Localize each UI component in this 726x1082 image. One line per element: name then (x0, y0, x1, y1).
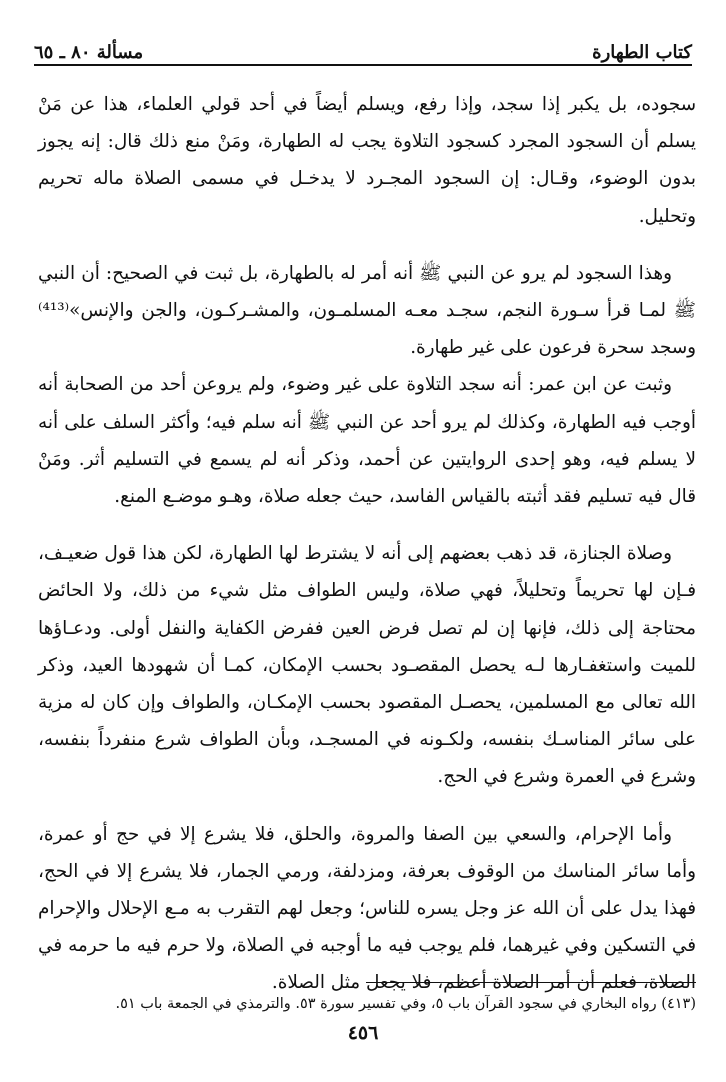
footnote-divider (366, 982, 696, 983)
page-number: ٤٥٦ (347, 1022, 379, 1044)
paragraph-4: وصلاة الجنازة، قد ذهب بعضهم إلى أنه لا يشترط لها الطهارة، لكن هذا قول ضعيـف، فـإن لها تحريماً وتحليلاً، فهي صلاة، وليس الطواف مثل شيء من ذلك، ولا الحائض محتاجة إلى ذلك، فإنها إن لم تصل فرض العين ففرض الكفاية والنفل أولى. ودعـاؤها للميت واستغفـارها لـه يحصل المقصـود بحسب الإمكان، كمـا أن شهودها العيد، وذكر الله تعالى مع المسلمين، يحصـل المقصود بحسب الإمكـان، والطواف وإن كان له مزية على سائر المناسـك بنفسه، ولكـونه في المسجـد، وبأن الطواف شرع منفرداً بنفسه، وشرع في العمرة وشرع في الحج. (38, 543, 696, 788)
main-text (38, 86, 696, 1002)
paragraph-5: وأما الإحرام، والسعي بين الصفا والمروة، والحلق، فلا يشرع إلا في حج أو عمرة، وأما سائر المناسك من الوقوف بعرفة، ومزدلفة، ورمي الجمار، فلا يشرع إلا في الحج، فهذا يدل على أن الله عز وجل يسره للناس؛ وجعل لهم التقرب به مـع الإحلال والإحرام في التسكين وفي غيرهما، فلم يوجب فيه ما أوجبه في الصلاة، ولا حرم فيه ما حرمه في الصلاة، فعلم أن أمر الصلاة أعظم، فلا يجعل مثل الصلاة. (38, 823, 696, 994)
section-title: مسألة ٨٠ ـ ٦٥ (34, 42, 144, 63)
book-title: كتاب الطهارة (592, 42, 692, 63)
paragraph-2: وهذا السجود لم يرو عن النبي ﷺ أنه أمر له بالطهارة، بل ثبت في الصحيح: أن النبي ﷺ لمـا قرأ سـورة النجم، سجـد معـه المسلمـون، والمشـركـون، والجن والإنس»⁽⁴¹³⁾ وسجد سحرة فرعون على غير طهارة. (38, 262, 696, 359)
running-header (34, 28, 692, 66)
paragraph-1: سجوده، بل يكبر إذا سجد، وإذا رفع، ويسلم أيضاً في أحد قولي العلماء، هذا عن مَنْ يسلم أن السجود المجرد كسجود التلاوة يجب له الطهارة، ومَنْ منع ذلك قال: إنه يجوز بدون الوضوء، وقـال: إن السجود المجـرد لا يدخـل في مسمى الصلاة ماله تحريم وتحليل. (38, 94, 696, 227)
footnote: (٤١٣) رواه البخاري في سجود القرآن باب ٥، وفي تفسير سورة ٥٣. والترمذي في الجمعة باب ٥١. (115, 996, 696, 1012)
paragraph-3: وثبت عن ابن عمر: أنه سجد التلاوة على غير وضوء، ولم يروعن أحد من الصحابة أنه أوجب فيه الطهارة، وكذلك لم يرو أحد عن النبي ﷺ أنه سلم فيه؛ وأكثر السلف على أنه لا يسلم فيه، وهو إحدى الروايتين عن أحمد، وذكر أنه لم يسمع في التسليم أثر. ومَنْ قال فيه تسليم فقد أثبته بالقياس الفاسد، حيث جعله صلاة، وهـو موضـع المنع. (38, 374, 696, 508)
